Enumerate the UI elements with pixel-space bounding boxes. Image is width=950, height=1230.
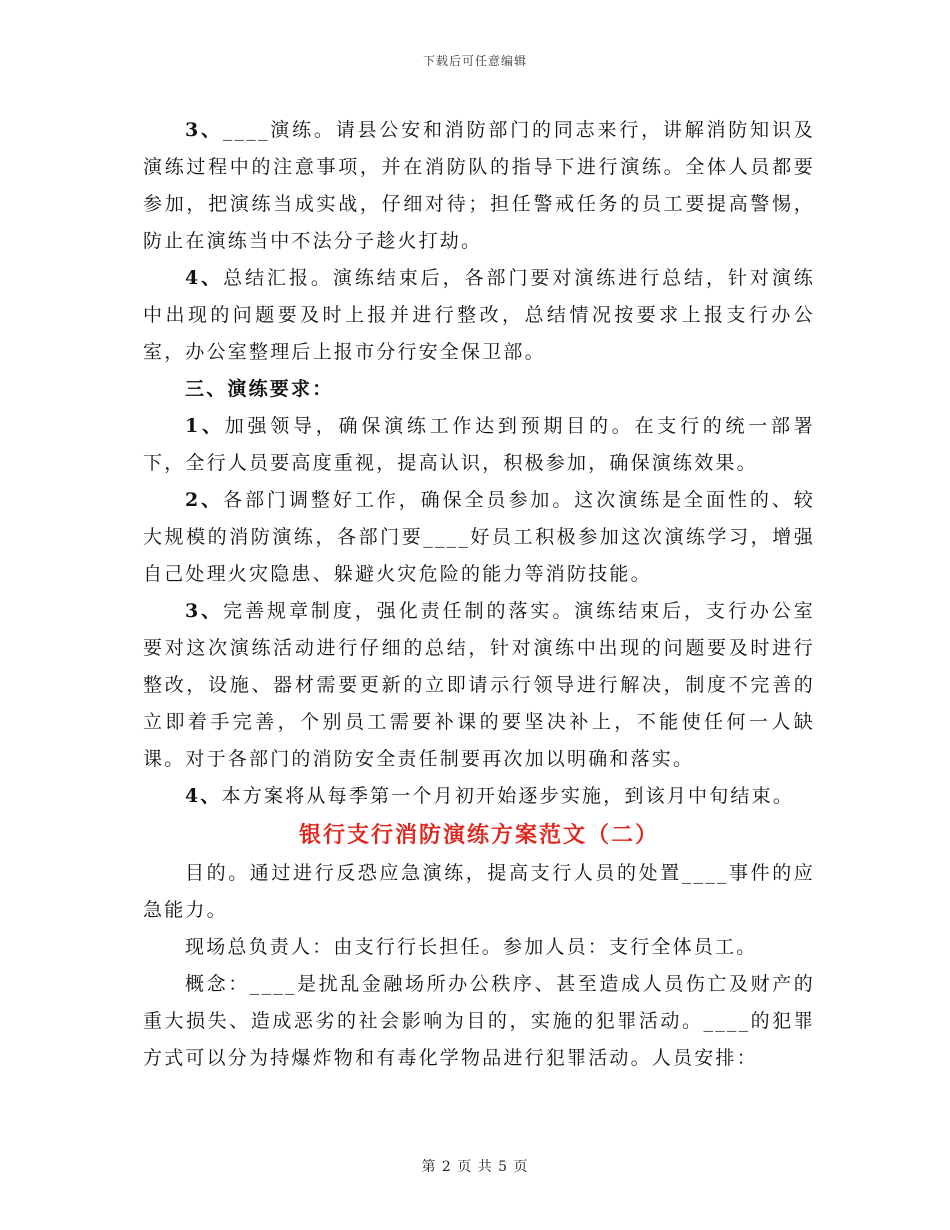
paragraph-text: 本方案将从每季第一个月初开始逐步实施，到该月中旬结束。 <box>221 785 795 807</box>
page-header: 下载后可任意编辑 <box>422 54 527 68</box>
paragraph-requirement-3 <box>143 593 815 778</box>
section-title: 银行支行消防演练方案范文（二） <box>298 822 659 848</box>
paragraph-step-4 <box>143 260 815 371</box>
paragraph-concept: 概念：____是扰乱金融场所办公秩序、甚至造成人员伤亡及财产的重大损失、造成恶劣的社会影响为目的，实施的犯罪活动。____的犯罪方式可以分为持爆炸物和有毒化学物品进行犯罪活动。人员安排： <box>143 973 815 1069</box>
paragraph-requirement-4 <box>143 778 815 815</box>
document-body <box>143 112 815 1077</box>
paragraph-text: 各部门调整好工作，确保全员参加。这次演练是全面性的、较大规模的消防演练，各部门要____好员工积极参加这次演练学习，增强自己处理火灾隐患、躲避火灾危险的能力等消防技能。 <box>143 489 815 585</box>
paragraph-text: 总结汇报。演练结束后，各部门要对演练进行总结，针对演练中出现的问题要及时上报并进行整改，总结情况按要求上报支行办公室，办公室整理后上报市分行安全保卫部。 <box>143 267 815 363</box>
paragraph-text: 加强领导，确保演练工作达到预期目的。在支行的统一部署下，全行人员要高度重视，提高认识，积极参加，确保演练效果。 <box>143 415 815 474</box>
paragraph-step-3 <box>143 112 815 260</box>
page-footer: 第 2 页 共 5 页 <box>421 1159 529 1175</box>
paragraph-purpose: 目的。通过进行反恐应急演练，提高支行人员的处置____事件的应急能力。 <box>143 862 815 921</box>
paragraph-requirement-2 <box>143 482 815 593</box>
section-heading-requirements: 三、演练要求： <box>185 378 334 400</box>
paragraph-requirement-1 <box>143 408 815 482</box>
paragraph-number: 3、 <box>185 119 223 141</box>
paragraph-number: 4、 <box>185 785 222 807</box>
paragraph-number: 2、 <box>185 489 224 511</box>
paragraph-text: ____演练。请县公安和消防部门的同志来行，讲解消防知识及演练过程中的注意事项，并在消防队的指导下进行演练。全体人员都要参加，把演练当成实战，仔细对待；担任警戒任务的员工要提高警惕，防止在演练当中不法分子趁火打劫。 <box>143 119 815 252</box>
paragraph-number: 4、 <box>185 267 224 289</box>
paragraph-number: 1、 <box>185 415 225 437</box>
paragraph-number: 3、 <box>185 600 224 622</box>
paragraph-text: 完善规章制度，强化责任制的落实。演练结束后，支行办公室要对这次演练活动进行仔细的总结，针对演练中出现的问题要及时进行整改，设施、器材需要更新的立即请示行领导进行解决，制度不完善的立即着手完善，个别员工需要补课的要坚决补上，不能使任何一人缺课。对于各部门的消防安全责任制要再次加以明确和落实。 <box>143 600 815 770</box>
paragraph-responsible: 现场总负责人：由支行行长担任。参加人员：支行全体员工。 <box>185 936 758 958</box>
